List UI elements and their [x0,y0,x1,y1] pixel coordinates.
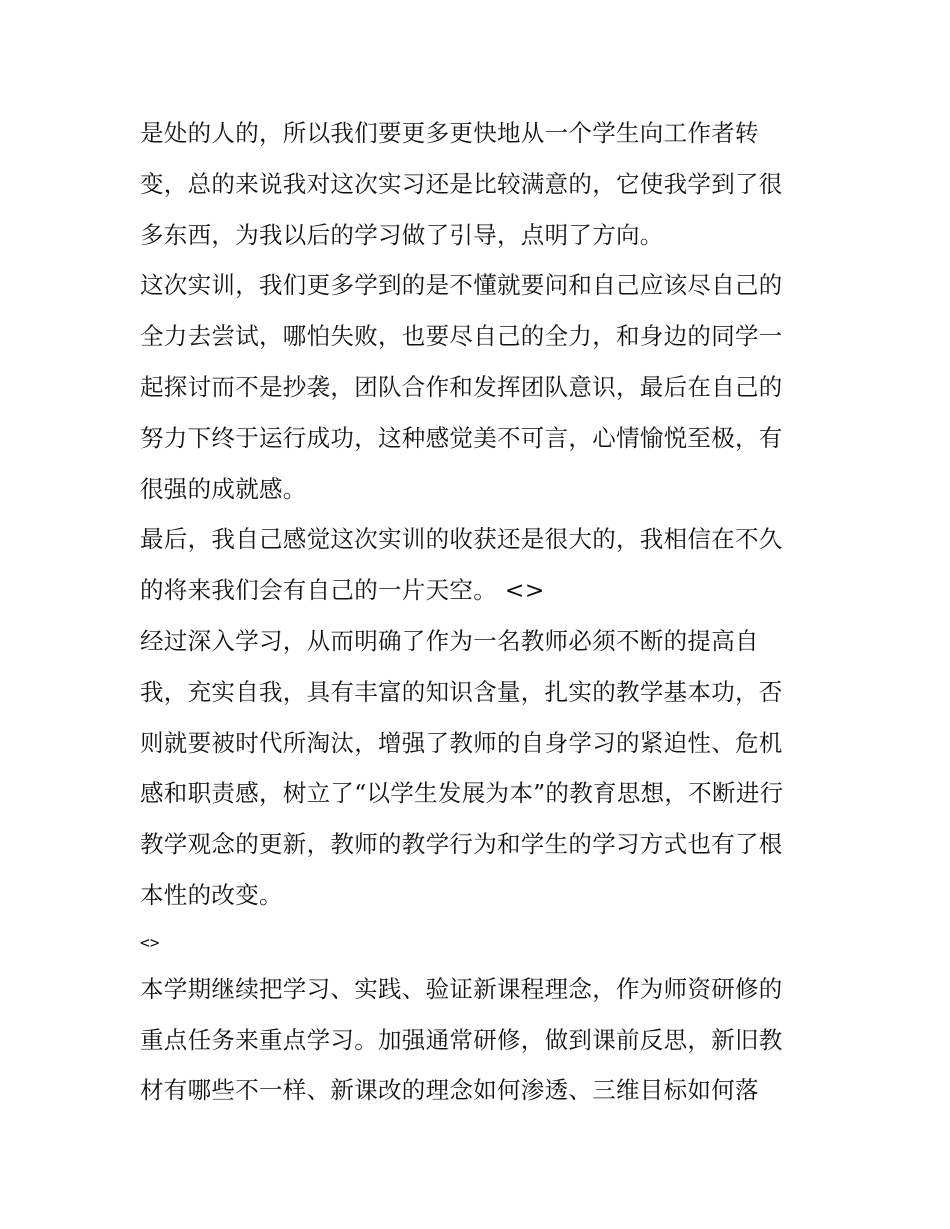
text-line: 重点任务来重点学习。加强通常研修，做到课前反思，新旧教 [140,1025,783,1054]
text-line: 最后，我自己感觉这次实训的收获还是很大的，我相信在不久 [140,525,783,554]
text-line: 我，充实自我，具有丰富的知识含量，扎实的教学基本功，否 [140,677,783,706]
text-line: 教学观念的更新，教师的教学行为和学生的学习方式也有了根 [140,830,783,859]
text-line: 这次实训，我们更多学到的是不懂就要问和自己应该尽自己的 [140,271,783,300]
text-line: 变，总的来说我对这次实习还是比较满意的，它使我学到了很 [140,169,783,198]
text-line: 起探讨而不是抄袭，团队合作和发挥团队意识，最后在自己的 [140,372,783,401]
text-line: 经过深入学习，从而明确了作为一名教师必须不断的提高自 [140,626,759,655]
text-line: 努力下终于运行成功，这种感觉美不可言，心情愉悦至极，有 [140,423,783,452]
text-line: 本性的改变。 [140,880,283,909]
text-line: 很强的成就感。 [140,474,307,503]
text-line: 则就要被时代所淘汰，增强了教师的自身学习的紧迫性、危机 [140,728,783,757]
text-line: 多东西，为我以后的学习做了引导，点明了方向。 [140,220,664,249]
text-line: 全力去尝试，哪怕失败，也要尽自己的全力，和身边的同学一 [140,322,783,351]
text-line: 的将来我们会有自己的一片天空。 <> [140,576,545,605]
separator-marker: <> [140,932,160,952]
text-line: 本学期继续把学习、实践、验证新课程理念，作为师资研修的 [140,974,783,1003]
text-line: 材有哪些不一样、新课改的理念如何渗透、三维目标如何落 [140,1076,759,1105]
text-line: 是处的人的，所以我们要更多更快地从一个学生向工作者转 [140,119,759,147]
text-line: 感和职责感，树立了“以学生发展为本”的教育思想，不断进行 [140,779,784,808]
document-body [140,108,820,1116]
